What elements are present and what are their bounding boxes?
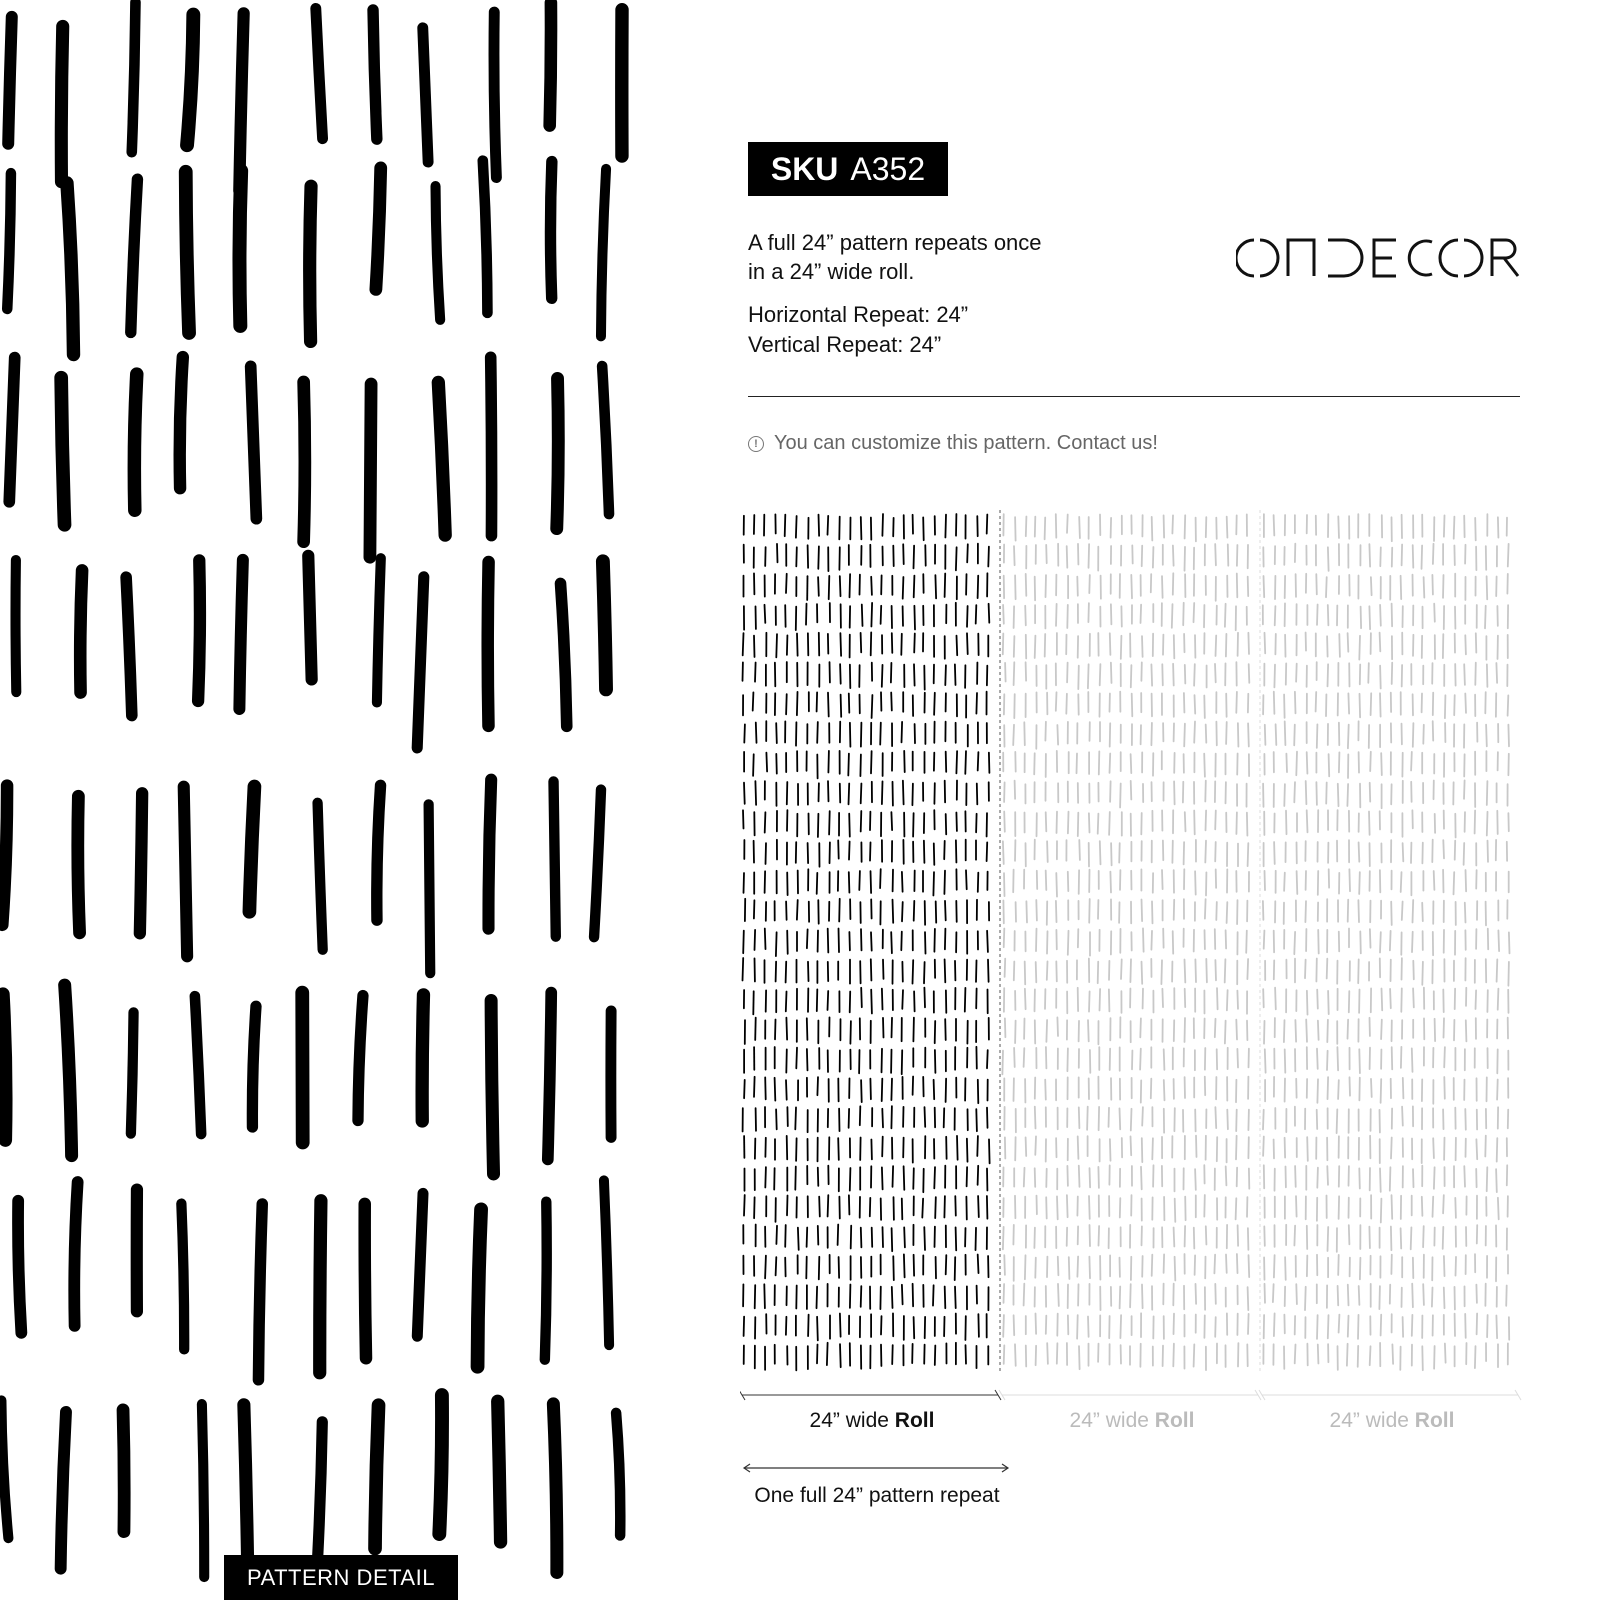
pattern-detail-image <box>0 0 672 1600</box>
pattern-stroke <box>61 1412 66 1569</box>
pattern-stroke <box>80 570 82 692</box>
pattern-stroke <box>483 161 488 313</box>
pattern-stroke <box>601 169 606 336</box>
pattern-stroke <box>553 1404 557 1573</box>
roll-label-2 <box>1002 1409 1262 1433</box>
customize-notice[interactable] <box>748 432 1158 455</box>
vertical-repeat: Vertical Repeat: 24” <box>748 332 942 357</box>
repeat-caption: One full 24” pattern repeat <box>754 1484 1000 1507</box>
pattern-stroke <box>18 1201 21 1333</box>
pattern-stroke <box>417 577 424 748</box>
pattern-stroke <box>561 583 567 726</box>
pattern-stroke <box>140 793 142 933</box>
pattern-stroke <box>373 10 377 139</box>
pattern-stroke <box>603 561 606 689</box>
pattern-stroke <box>251 366 257 518</box>
pattern-stroke <box>2 786 7 925</box>
pattern-stroke <box>423 28 428 162</box>
pattern-stroke <box>491 357 492 535</box>
pattern-stroke <box>494 12 496 178</box>
roll-label-3 <box>1262 1409 1522 1433</box>
pattern-stroke <box>3 994 6 1140</box>
roll-preview <box>740 510 1530 1410</box>
pattern-stroke <box>181 1204 184 1350</box>
pattern-stroke <box>318 803 323 950</box>
roll-panel-1 <box>743 514 990 1370</box>
sku-badge <box>748 142 948 196</box>
pattern-stroke <box>439 1395 442 1534</box>
pattern-stroke <box>202 1404 204 1577</box>
pattern-stroke <box>61 26 62 181</box>
pattern-stroke <box>545 1202 547 1360</box>
pattern-stroke <box>258 1204 262 1380</box>
pattern-stroke <box>602 366 609 514</box>
ondecor-logo <box>1236 234 1522 282</box>
description-line-1: A full 24” pattern repeats once <box>748 230 1042 255</box>
repeat-dimension-arrow <box>742 1462 1012 1474</box>
pattern-stroke <box>7 173 11 309</box>
pattern-stroke <box>65 985 72 1155</box>
sku-code: A352 <box>850 150 926 187</box>
roll-panel-2 <box>1002 514 1249 1370</box>
pattern-stroke <box>358 996 363 1121</box>
roll-label-2-suffix: Roll <box>1154 1409 1195 1432</box>
pattern-stroke <box>376 168 381 289</box>
pattern-stroke <box>548 993 551 1160</box>
pattern-stroke <box>554 781 556 936</box>
pattern-detail-badge <box>224 1555 458 1600</box>
section-divider <box>748 396 1520 397</box>
pattern-stroke <box>186 172 189 333</box>
pattern-stroke <box>488 780 491 929</box>
info-icon: ! <box>748 436 764 452</box>
roll-label-2-prefix: 24” wide <box>1069 1409 1149 1432</box>
pattern-stroke <box>61 378 64 525</box>
roll-label-1-suffix: Roll <box>894 1409 935 1432</box>
repeat-specs <box>748 300 968 360</box>
pattern-detail-label: PATTERN DETAIL <box>247 1564 435 1590</box>
pattern-stroke <box>304 382 305 542</box>
customize-notice-text: You can customize this pattern. Contact us! <box>774 432 1158 454</box>
pattern-stroke <box>498 1401 501 1542</box>
pattern-stroke <box>1 1400 8 1538</box>
roll-label-3-prefix: 24” wide <box>1329 1409 1409 1432</box>
pattern-stroke <box>604 1180 609 1345</box>
pattern-stroke <box>417 1193 423 1336</box>
pattern-stroke <box>550 3 551 126</box>
pattern-stroke <box>375 1405 379 1548</box>
pattern-stroke <box>132 2 136 152</box>
horizontal-repeat: Horizontal Repeat: 24” <box>748 302 969 327</box>
pattern-stroke <box>316 8 323 138</box>
pattern-stroke <box>318 1422 323 1556</box>
pattern-stroke <box>74 1182 77 1326</box>
pattern-stroke <box>488 562 489 726</box>
pattern-stroke <box>184 787 187 957</box>
pattern-stroke <box>249 787 254 912</box>
pattern-stroke <box>365 1204 366 1358</box>
pattern-stroke <box>78 796 80 933</box>
pattern-stroke <box>616 1413 620 1536</box>
pattern-stroke <box>377 785 381 920</box>
pattern-stroke <box>134 374 136 510</box>
pattern-stroke <box>180 357 183 488</box>
pattern-stroke <box>436 186 441 320</box>
pattern-stroke <box>67 183 74 355</box>
sku-label: SKU <box>770 150 839 187</box>
roll-panel-3 <box>1263 514 1510 1370</box>
pattern-stroke <box>195 996 201 1134</box>
pattern-stroke <box>239 171 241 326</box>
pattern-stroke <box>239 560 242 709</box>
pattern-stroke <box>187 15 193 146</box>
pattern-stroke <box>478 1209 482 1366</box>
pattern-stroke <box>16 560 17 692</box>
pattern-description <box>748 228 1168 286</box>
pattern-stroke <box>320 1201 321 1373</box>
pattern-stroke <box>131 179 138 332</box>
pattern-stroke <box>377 558 381 702</box>
description-line-2: in a 24” wide roll. <box>748 259 915 284</box>
roll-label-1-prefix: 24” wide <box>809 1409 889 1432</box>
pattern-stroke <box>308 556 311 680</box>
pattern-stroke <box>310 186 311 341</box>
pattern-stroke <box>9 358 14 502</box>
pattern-stroke <box>252 1006 256 1127</box>
pattern-stroke <box>123 1410 124 1532</box>
pattern-stroke <box>8 17 12 144</box>
pattern-stroke <box>422 995 423 1121</box>
pattern-stroke <box>131 1012 134 1133</box>
pattern-stroke <box>198 560 200 701</box>
pattern-stroke <box>438 382 445 535</box>
roll-label-1 <box>742 1409 1002 1433</box>
pattern-stroke <box>594 790 601 938</box>
pattern-stroke <box>370 384 371 557</box>
pattern-stroke <box>126 577 132 715</box>
pattern-stroke <box>429 804 431 973</box>
pattern-stroke <box>491 1000 493 1173</box>
pattern-stroke <box>557 378 559 528</box>
roll-label-3-suffix: Roll <box>1414 1409 1455 1432</box>
pattern-stroke <box>244 1405 248 1555</box>
pattern-stroke <box>550 162 551 299</box>
